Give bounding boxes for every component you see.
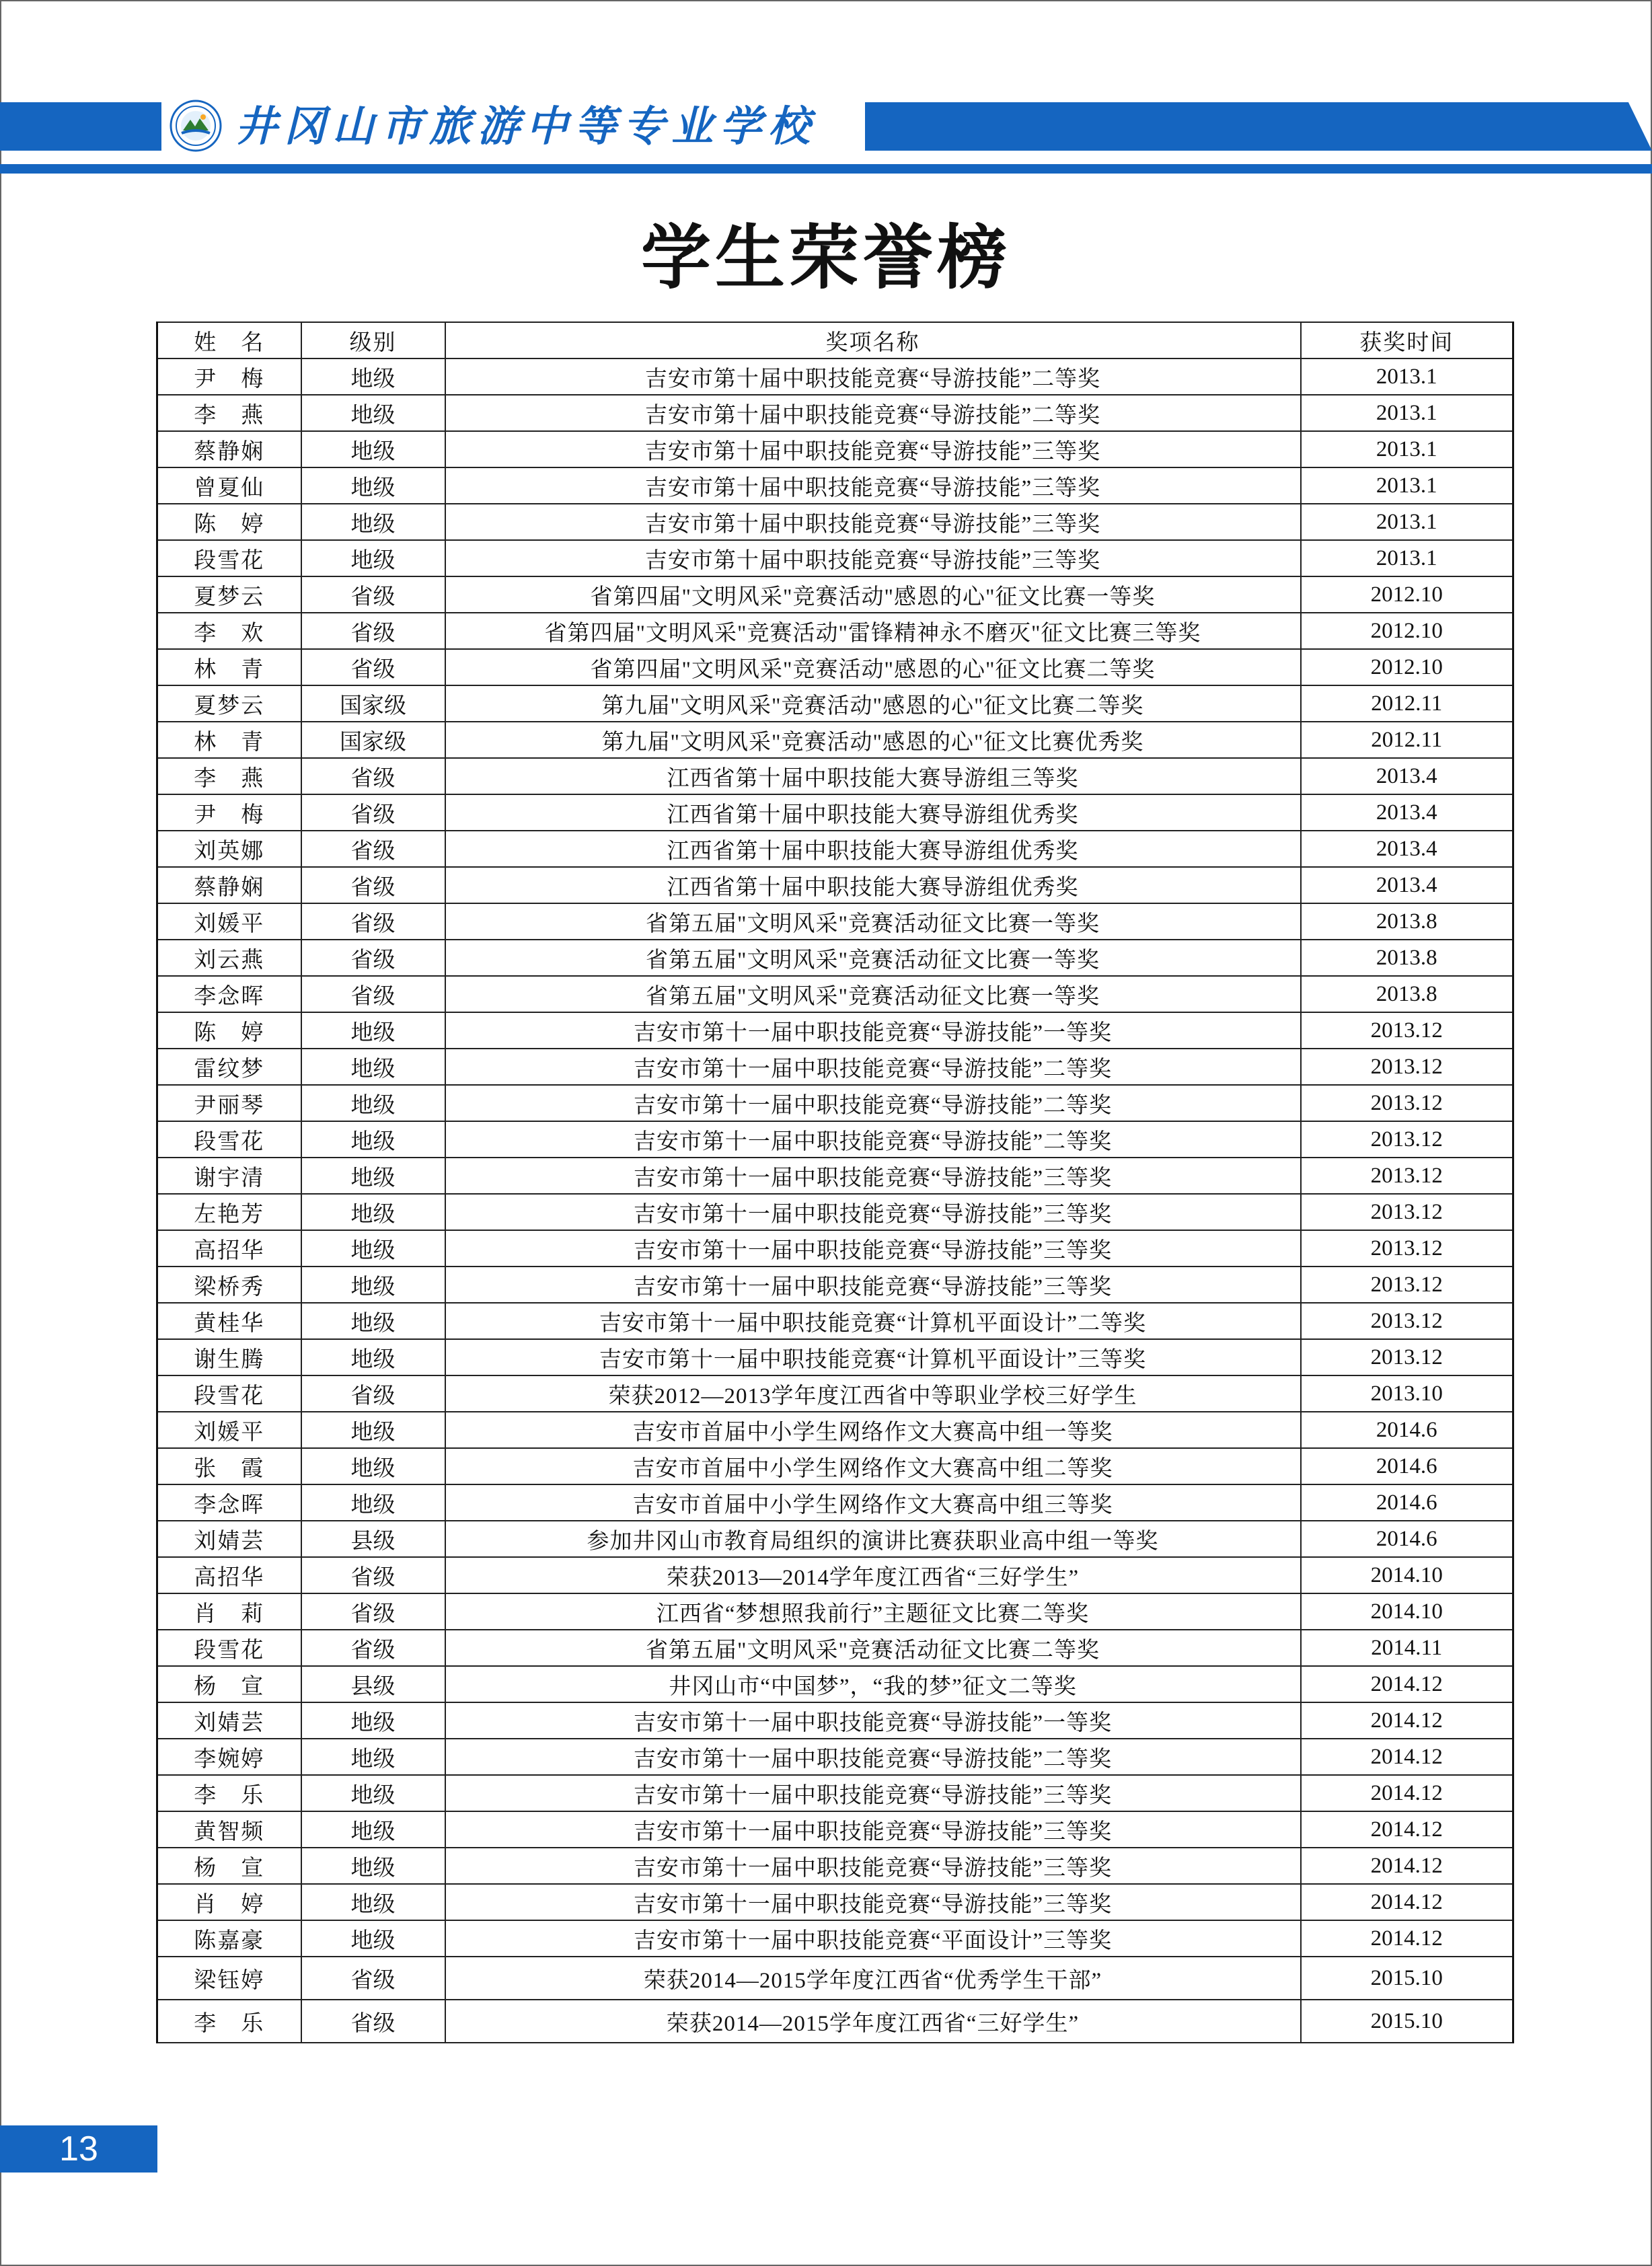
cell-award: 荣获2013—2014学年度江西省“三好学生” xyxy=(445,1557,1301,1593)
col-header-name: 姓 名 xyxy=(157,322,301,358)
table-body xyxy=(157,358,1513,2043)
cell-date: 2014.6 xyxy=(1301,1448,1513,1484)
cell-name: 陈 婷 xyxy=(157,504,301,540)
col-header-date: 获奖时间 xyxy=(1301,322,1513,358)
table-row xyxy=(157,467,1513,504)
cell-date: 2013.12 xyxy=(1301,1085,1513,1121)
cell-date: 2013.12 xyxy=(1301,1339,1513,1375)
cell-name: 陈嘉豪 xyxy=(157,1920,301,1957)
header-rule xyxy=(0,164,1652,174)
cell-award: 江西省第十届中职技能大赛导游组三等奖 xyxy=(445,758,1301,794)
cell-name: 尹丽琴 xyxy=(157,1085,301,1121)
cell-award: 江西省第十届中职技能大赛导游组优秀奖 xyxy=(445,831,1301,867)
table-row xyxy=(157,1412,1513,1448)
cell-level: 省级 xyxy=(301,649,445,685)
cell-level: 地级 xyxy=(301,1230,445,1267)
cell-name: 肖 莉 xyxy=(157,1593,301,1630)
cell-level: 地级 xyxy=(301,431,445,467)
cell-level: 国家级 xyxy=(301,722,445,758)
cell-level: 地级 xyxy=(301,504,445,540)
table-row xyxy=(157,358,1513,395)
cell-date: 2014.6 xyxy=(1301,1412,1513,1448)
table-row xyxy=(157,2000,1513,2043)
cell-award: 省第五届"文明风采"竞赛活动征文比赛一等奖 xyxy=(445,976,1301,1012)
table-row xyxy=(157,1884,1513,1920)
cell-award: 吉安市首届中小学生网络作文大赛高中组二等奖 xyxy=(445,1448,1301,1484)
cell-level: 地级 xyxy=(301,1012,445,1049)
cell-date: 2014.12 xyxy=(1301,1811,1513,1848)
cell-name: 李念晖 xyxy=(157,976,301,1012)
cell-name: 黄智频 xyxy=(157,1811,301,1848)
cell-date: 2014.12 xyxy=(1301,1666,1513,1702)
cell-name: 梁钰婷 xyxy=(157,1957,301,2000)
cell-level: 省级 xyxy=(301,940,445,976)
cell-award: 吉安市第十一届中职技能竞赛“计算机平面设计”三等奖 xyxy=(445,1339,1301,1375)
cell-award: 荣获2014—2015学年度江西省“优秀学生干部” xyxy=(445,1957,1301,2000)
cell-date: 2012.10 xyxy=(1301,576,1513,613)
cell-award: 江西省第十届中职技能大赛导游组优秀奖 xyxy=(445,794,1301,831)
cell-level: 地级 xyxy=(301,1739,445,1775)
cell-name: 陈 婷 xyxy=(157,1012,301,1049)
page-number: 13 xyxy=(0,2125,157,2173)
col-header-level: 级别 xyxy=(301,322,445,358)
col-header-award: 奖项名称 xyxy=(445,322,1301,358)
cell-level: 地级 xyxy=(301,540,445,576)
cell-award: 吉安市第十届中职技能竞赛“导游技能”三等奖 xyxy=(445,540,1301,576)
cell-date: 2013.12 xyxy=(1301,1230,1513,1267)
cell-date: 2013.1 xyxy=(1301,431,1513,467)
cell-level: 省级 xyxy=(301,758,445,794)
cell-award: 江西省第十届中职技能大赛导游组优秀奖 xyxy=(445,867,1301,903)
cell-date: 2013.12 xyxy=(1301,1121,1513,1158)
cell-award: 省第五届"文明风采"竞赛活动征文比赛一等奖 xyxy=(445,903,1301,940)
cell-level: 地级 xyxy=(301,1158,445,1194)
table-row xyxy=(157,1012,1513,1049)
cell-level: 地级 xyxy=(301,1049,445,1085)
cell-level: 省级 xyxy=(301,1957,445,2000)
cell-name: 曾夏仙 xyxy=(157,467,301,504)
cell-name: 刘媛平 xyxy=(157,1412,301,1448)
cell-level: 地级 xyxy=(301,1267,445,1303)
table-row xyxy=(157,867,1513,903)
cell-name: 夏梦云 xyxy=(157,685,301,722)
table-row xyxy=(157,504,1513,540)
cell-award: 省第四届"文明风采"竞赛活动"雷锋精神永不磨灭"征文比赛三等奖 xyxy=(445,613,1301,649)
cell-name: 李念晖 xyxy=(157,1484,301,1521)
cell-name: 肖 婷 xyxy=(157,1884,301,1920)
table-row xyxy=(157,1484,1513,1521)
cell-name: 李婉婷 xyxy=(157,1739,301,1775)
table-row xyxy=(157,685,1513,722)
cell-award: 吉安市第十一届中职技能竞赛“导游技能”一等奖 xyxy=(445,1702,1301,1739)
cell-date: 2014.12 xyxy=(1301,1775,1513,1811)
table-row xyxy=(157,1049,1513,1085)
cell-level: 地级 xyxy=(301,1775,445,1811)
page-title: 学生荣誉榜 xyxy=(640,216,1011,299)
cell-date: 2014.12 xyxy=(1301,1848,1513,1884)
cell-name: 李 乐 xyxy=(157,1775,301,1811)
table-row xyxy=(157,1920,1513,1957)
school-name: 井冈山市旅游中等专业学校 xyxy=(235,102,817,151)
cell-award: 吉安市第十一届中职技能竞赛“导游技能”二等奖 xyxy=(445,1085,1301,1121)
cell-level: 省级 xyxy=(301,794,445,831)
cell-name: 谢生腾 xyxy=(157,1339,301,1375)
cell-award: 吉安市第十届中职技能竞赛“导游技能”二等奖 xyxy=(445,395,1301,431)
cell-date: 2013.10 xyxy=(1301,1375,1513,1412)
table-row xyxy=(157,1303,1513,1339)
cell-name: 李 欢 xyxy=(157,613,301,649)
cell-name: 段雪花 xyxy=(157,1121,301,1158)
cell-date: 2014.12 xyxy=(1301,1920,1513,1957)
table-row xyxy=(157,940,1513,976)
cell-award: 江西省“梦想照我前行”主题征文比赛二等奖 xyxy=(445,1593,1301,1630)
cell-date: 2014.6 xyxy=(1301,1521,1513,1557)
cell-award: 吉安市第十一届中职技能竞赛“导游技能”三等奖 xyxy=(445,1230,1301,1267)
cell-award: 参加井冈山市教育局组织的演讲比赛获职业高中组一等奖 xyxy=(445,1521,1301,1557)
cell-name: 尹 梅 xyxy=(157,794,301,831)
table-row xyxy=(157,1739,1513,1775)
table-row xyxy=(157,1339,1513,1375)
table-row xyxy=(157,1811,1513,1848)
table-row xyxy=(157,1848,1513,1884)
cell-date: 2012.11 xyxy=(1301,685,1513,722)
cell-date: 2014.12 xyxy=(1301,1739,1513,1775)
cell-award: 吉安市第十届中职技能竞赛“导游技能”三等奖 xyxy=(445,467,1301,504)
cell-date: 2015.10 xyxy=(1301,2000,1513,2043)
cell-name: 梁桥秀 xyxy=(157,1267,301,1303)
cell-level: 地级 xyxy=(301,1412,445,1448)
table-row xyxy=(157,1085,1513,1121)
table-row xyxy=(157,1121,1513,1158)
cell-level: 省级 xyxy=(301,613,445,649)
cell-award: 吉安市第十一届中职技能竞赛“导游技能”三等奖 xyxy=(445,1848,1301,1884)
cell-name: 杨 宣 xyxy=(157,1848,301,1884)
cell-name: 黄桂华 xyxy=(157,1303,301,1339)
cell-award: 第九届"文明风采"竞赛活动"感恩的心"征文比赛优秀奖 xyxy=(445,722,1301,758)
table-row xyxy=(157,794,1513,831)
cell-level: 省级 xyxy=(301,1630,445,1666)
cell-level: 县级 xyxy=(301,1666,445,1702)
table-row xyxy=(157,976,1513,1012)
table-row xyxy=(157,758,1513,794)
cell-level: 省级 xyxy=(301,1375,445,1412)
cell-award: 吉安市第十一届中职技能竞赛“导游技能”三等奖 xyxy=(445,1884,1301,1920)
cell-level: 省级 xyxy=(301,576,445,613)
cell-name: 刘英娜 xyxy=(157,831,301,867)
cell-level: 地级 xyxy=(301,1848,445,1884)
table-row xyxy=(157,1158,1513,1194)
table-row xyxy=(157,1267,1513,1303)
cell-level: 地级 xyxy=(301,1303,445,1339)
cell-date: 2013.12 xyxy=(1301,1158,1513,1194)
cell-date: 2013.4 xyxy=(1301,867,1513,903)
table-row xyxy=(157,1194,1513,1230)
cell-date: 2014.12 xyxy=(1301,1702,1513,1739)
cell-level: 地级 xyxy=(301,358,445,395)
table-row xyxy=(157,540,1513,576)
cell-date: 2013.8 xyxy=(1301,976,1513,1012)
cell-name: 段雪花 xyxy=(157,1630,301,1666)
cell-date: 2013.12 xyxy=(1301,1012,1513,1049)
cell-award: 省第四届"文明风采"竞赛活动"感恩的心"征文比赛一等奖 xyxy=(445,576,1301,613)
cell-award: 吉安市第十一届中职技能竞赛“导游技能”三等奖 xyxy=(445,1158,1301,1194)
cell-name: 刘婧芸 xyxy=(157,1702,301,1739)
table-row xyxy=(157,649,1513,685)
cell-level: 省级 xyxy=(301,1593,445,1630)
table-row xyxy=(157,1521,1513,1557)
cell-date: 2013.12 xyxy=(1301,1303,1513,1339)
header-bar-left xyxy=(0,102,161,151)
cell-award: 吉安市首届中小学生网络作文大赛高中组一等奖 xyxy=(445,1412,1301,1448)
table-row xyxy=(157,431,1513,467)
table-row xyxy=(157,831,1513,867)
cell-award: 省第四届"文明风采"竞赛活动"感恩的心"征文比赛二等奖 xyxy=(445,649,1301,685)
cell-date: 2012.10 xyxy=(1301,613,1513,649)
cell-name: 林 青 xyxy=(157,722,301,758)
cell-award: 第九届"文明风采"竞赛活动"感恩的心"征文比赛二等奖 xyxy=(445,685,1301,722)
table-row xyxy=(157,1448,1513,1484)
cell-name: 蔡静娴 xyxy=(157,431,301,467)
cell-name: 雷纹梦 xyxy=(157,1049,301,1085)
cell-date: 2013.1 xyxy=(1301,395,1513,431)
table-row xyxy=(157,1630,1513,1666)
cell-date: 2013.4 xyxy=(1301,831,1513,867)
cell-name: 李 燕 xyxy=(157,395,301,431)
cell-award: 吉安市第十届中职技能竞赛“导游技能”二等奖 xyxy=(445,358,1301,395)
cell-award: 荣获2012—2013学年度江西省中等职业学校三好学生 xyxy=(445,1375,1301,1412)
cell-date: 2013.12 xyxy=(1301,1049,1513,1085)
cell-name: 张 霞 xyxy=(157,1448,301,1484)
cell-name: 尹 梅 xyxy=(157,358,301,395)
table-row xyxy=(157,1593,1513,1630)
school-emblem-icon xyxy=(170,100,222,152)
cell-level: 县级 xyxy=(301,1521,445,1557)
cell-level: 地级 xyxy=(301,1448,445,1484)
table-row xyxy=(157,903,1513,940)
cell-date: 2014.6 xyxy=(1301,1484,1513,1521)
cell-name: 夏梦云 xyxy=(157,576,301,613)
table-row xyxy=(157,1957,1513,2000)
table-row xyxy=(157,1775,1513,1811)
table-row xyxy=(157,576,1513,613)
cell-date: 2013.1 xyxy=(1301,358,1513,395)
cell-award: 井冈山市“中国梦”，“我的梦”征文二等奖 xyxy=(445,1666,1301,1702)
cell-level: 地级 xyxy=(301,1884,445,1920)
cell-date: 2013.4 xyxy=(1301,794,1513,831)
cell-award: 吉安市第十一届中职技能竞赛“导游技能”二等奖 xyxy=(445,1739,1301,1775)
cell-name: 段雪花 xyxy=(157,1375,301,1412)
cell-award: 吉安市第十一届中职技能竞赛“导游技能”三等奖 xyxy=(445,1811,1301,1848)
cell-level: 地级 xyxy=(301,1339,445,1375)
cell-date: 2013.8 xyxy=(1301,903,1513,940)
honor-table xyxy=(156,322,1514,2043)
cell-award: 吉安市第十一届中职技能竞赛“导游技能”三等奖 xyxy=(445,1267,1301,1303)
cell-award: 吉安市第十一届中职技能竞赛“导游技能”三等奖 xyxy=(445,1775,1301,1811)
cell-level: 省级 xyxy=(301,867,445,903)
cell-date: 2013.12 xyxy=(1301,1194,1513,1230)
cell-name: 左艳芳 xyxy=(157,1194,301,1230)
cell-name: 杨 宣 xyxy=(157,1666,301,1702)
cell-name: 刘云燕 xyxy=(157,940,301,976)
cell-level: 地级 xyxy=(301,1702,445,1739)
cell-name: 段雪花 xyxy=(157,540,301,576)
cell-level: 地级 xyxy=(301,1085,445,1121)
cell-date: 2015.10 xyxy=(1301,1957,1513,2000)
table-row xyxy=(157,722,1513,758)
cell-award: 吉安市第十届中职技能竞赛“导游技能”三等奖 xyxy=(445,431,1301,467)
cell-level: 地级 xyxy=(301,1484,445,1521)
table-header-row xyxy=(157,322,1513,358)
cell-name: 林 青 xyxy=(157,649,301,685)
table-row xyxy=(157,1702,1513,1739)
cell-award: 吉安市第十一届中职技能竞赛“平面设计”三等奖 xyxy=(445,1920,1301,1957)
cell-award: 荣获2014—2015学年度江西省“三好学生” xyxy=(445,2000,1301,2043)
cell-name: 刘婧芸 xyxy=(157,1521,301,1557)
table-row xyxy=(157,395,1513,431)
cell-name: 谢宇清 xyxy=(157,1158,301,1194)
cell-level: 国家级 xyxy=(301,685,445,722)
cell-level: 地级 xyxy=(301,1194,445,1230)
table-row xyxy=(157,613,1513,649)
table-row xyxy=(157,1557,1513,1593)
cell-level: 地级 xyxy=(301,1121,445,1158)
cell-date: 2013.1 xyxy=(1301,540,1513,576)
cell-award: 吉安市第十一届中职技能竞赛“导游技能”一等奖 xyxy=(445,1012,1301,1049)
cell-date: 2014.10 xyxy=(1301,1593,1513,1630)
cell-award: 吉安市第十一届中职技能竞赛“导游技能”二等奖 xyxy=(445,1049,1301,1085)
cell-level: 地级 xyxy=(301,395,445,431)
cell-level: 省级 xyxy=(301,2000,445,2043)
cell-date: 2012.10 xyxy=(1301,649,1513,685)
cell-level: 省级 xyxy=(301,1557,445,1593)
table-row xyxy=(157,1375,1513,1412)
cell-date: 2013.1 xyxy=(1301,504,1513,540)
cell-award: 吉安市第十届中职技能竞赛“导游技能”三等奖 xyxy=(445,504,1301,540)
cell-level: 省级 xyxy=(301,903,445,940)
cell-level: 地级 xyxy=(301,467,445,504)
cell-award: 吉安市第十一届中职技能竞赛“计算机平面设计”二等奖 xyxy=(445,1303,1301,1339)
cell-level: 地级 xyxy=(301,1920,445,1957)
cell-date: 2014.11 xyxy=(1301,1630,1513,1666)
cell-name: 李 乐 xyxy=(157,2000,301,2043)
cell-award: 吉安市第十一届中职技能竞赛“导游技能”二等奖 xyxy=(445,1121,1301,1158)
cell-level: 省级 xyxy=(301,831,445,867)
cell-award: 省第五届"文明风采"竞赛活动征文比赛一等奖 xyxy=(445,940,1301,976)
cell-award: 吉安市首届中小学生网络作文大赛高中组三等奖 xyxy=(445,1484,1301,1521)
cell-award: 省第五届"文明风采"竞赛活动征文比赛二等奖 xyxy=(445,1630,1301,1666)
cell-name: 李 燕 xyxy=(157,758,301,794)
cell-name: 蔡静娴 xyxy=(157,867,301,903)
table-row xyxy=(157,1666,1513,1702)
header-bar-right xyxy=(865,102,1652,151)
cell-name: 高招华 xyxy=(157,1557,301,1593)
cell-date: 2014.10 xyxy=(1301,1557,1513,1593)
cell-level: 地级 xyxy=(301,1811,445,1848)
cell-date: 2013.12 xyxy=(1301,1267,1513,1303)
cell-award: 吉安市第十一届中职技能竞赛“导游技能”三等奖 xyxy=(445,1194,1301,1230)
cell-date: 2014.12 xyxy=(1301,1884,1513,1920)
cell-name: 刘媛平 xyxy=(157,903,301,940)
cell-date: 2013.4 xyxy=(1301,758,1513,794)
cell-date: 2012.11 xyxy=(1301,722,1513,758)
table-row xyxy=(157,1230,1513,1267)
cell-date: 2013.8 xyxy=(1301,940,1513,976)
cell-level: 省级 xyxy=(301,976,445,1012)
cell-name: 高招华 xyxy=(157,1230,301,1267)
cell-date: 2013.1 xyxy=(1301,467,1513,504)
